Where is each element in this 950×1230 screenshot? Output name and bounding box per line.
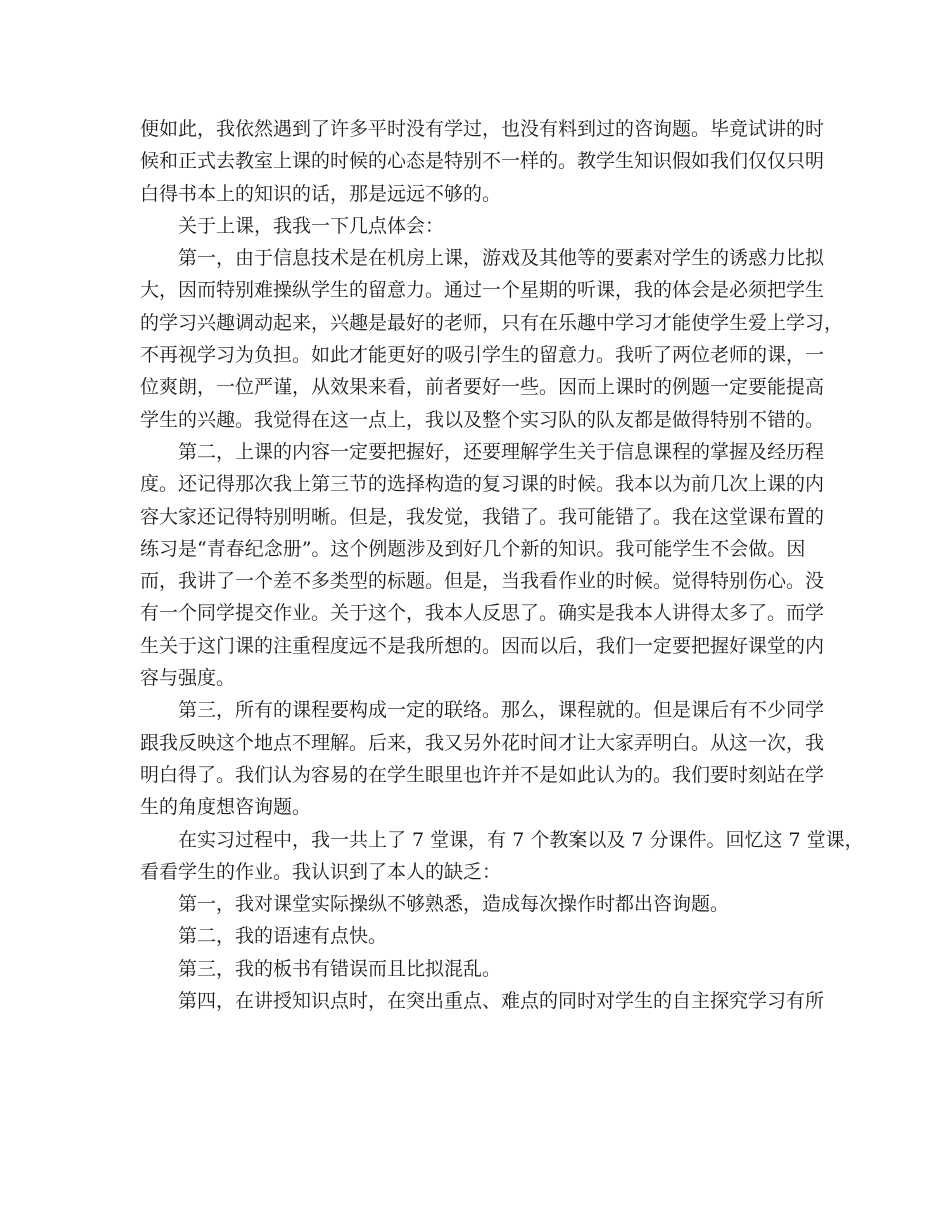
text-line: 明白得了。我们认为容易的在学生眼里也许并不是如此认为的。我们要时刻站在学 [140, 763, 825, 786]
text-line: 生关于这门课的注重程度远不是我所想的。因而以后，我们一定要把握好课堂的内 [140, 634, 825, 657]
document-body [140, 113, 864, 1017]
text-line: 第二，上课的内容一定要把握好，还要理解学生关于信息课程的掌握及经历程 [178, 440, 825, 463]
text-line: 度。还记得那次我上第三节的选择构造的复习课的时候。我本以为前几次上课的内 [140, 473, 825, 496]
text-line: 大，因而特别难操纵学生的留意力。通过一个星期的听课，我的体会是必须把学生 [140, 279, 825, 302]
text-line: 跟我反映这个地点不理解。后来，我又另外花时间才让大家弄明白。从这一次，我 [140, 731, 825, 754]
text-line: 容与强度。 [140, 667, 236, 690]
text-line: 第二，我的语速有点快。 [178, 925, 388, 948]
text-line: 便如此，我依然遇到了许多平时没有学过，也没有料到过的咨询题。毕竟试讲的时 [140, 118, 825, 140]
text-line: 第一，我对课堂实际操纵不够熟悉，造成每次操作时都出咨询题。 [178, 893, 730, 916]
text-line: 关于上课，我我一下几点体会： [178, 214, 445, 237]
text-line: 容大家还记得特别明晰。但是，我发觉，我错了。我可能错了。我在这堂课布置的 [140, 505, 825, 528]
text-line: 第三，我的板书有错误而且比拟混乱。 [178, 957, 502, 980]
text-line: 有一个同学提交作业。关于这个，我本人反思了。确实是我本人讲得太多了。而学 [140, 602, 825, 625]
text-line: 第一，由于信息技术是在机房上课，游戏及其他等的要素对学生的诱惑力比拟 [178, 247, 825, 270]
text-line: 练习是“青春纪念册”。这个例题涉及到好几个新的知识。我可能学生不会做。因 [140, 537, 806, 560]
text-line: 在实习过程中，我一共上了 7 堂课，有 7 个教案以及 7 分课件。回忆这 7 堂课， [178, 828, 864, 851]
text-line: 白得书本上的知识的话，那是远远不够的。 [140, 182, 502, 205]
text-line: 的学习兴趣调动起来，兴趣是最好的老师，只有在乐趣中学习才能使学生爱上学习， [140, 311, 844, 334]
text-line: 第三，所有的课程要构成一定的联络。那么，课程就的。但是课后有不少同学 [178, 699, 825, 722]
text-line: 看看学生的作业。我认识到了本人的缺乏： [140, 860, 502, 883]
text-line: 而，我讲了一个差不多类型的标题。但是，当我看作业的时候。觉得特别伤心。没 [140, 570, 825, 593]
text-line: 候和正式去教室上课的时候的心态是特别不一样的。教学生知识假如我们仅仅只明 [140, 150, 825, 173]
text-line: 不再视学习为负担。如此才能更好的吸引学生的留意力。我听了两位老师的课，一 [140, 344, 825, 367]
text-line: 第四，在讲授知识点时，在突出重点、难点的同时对学生的自主探究学习有所 [178, 990, 825, 1013]
text-line: 位爽朗，一位严谨，从效果来看，前者要好一些。因而上课时的例题一定要能提高 [140, 376, 825, 399]
text-line: 学生的兴趣。我觉得在这一点上，我以及整个实习队的队友都是做得特别不错的。 [140, 408, 825, 431]
text-line: 生的角度想咨询题。 [140, 796, 312, 819]
